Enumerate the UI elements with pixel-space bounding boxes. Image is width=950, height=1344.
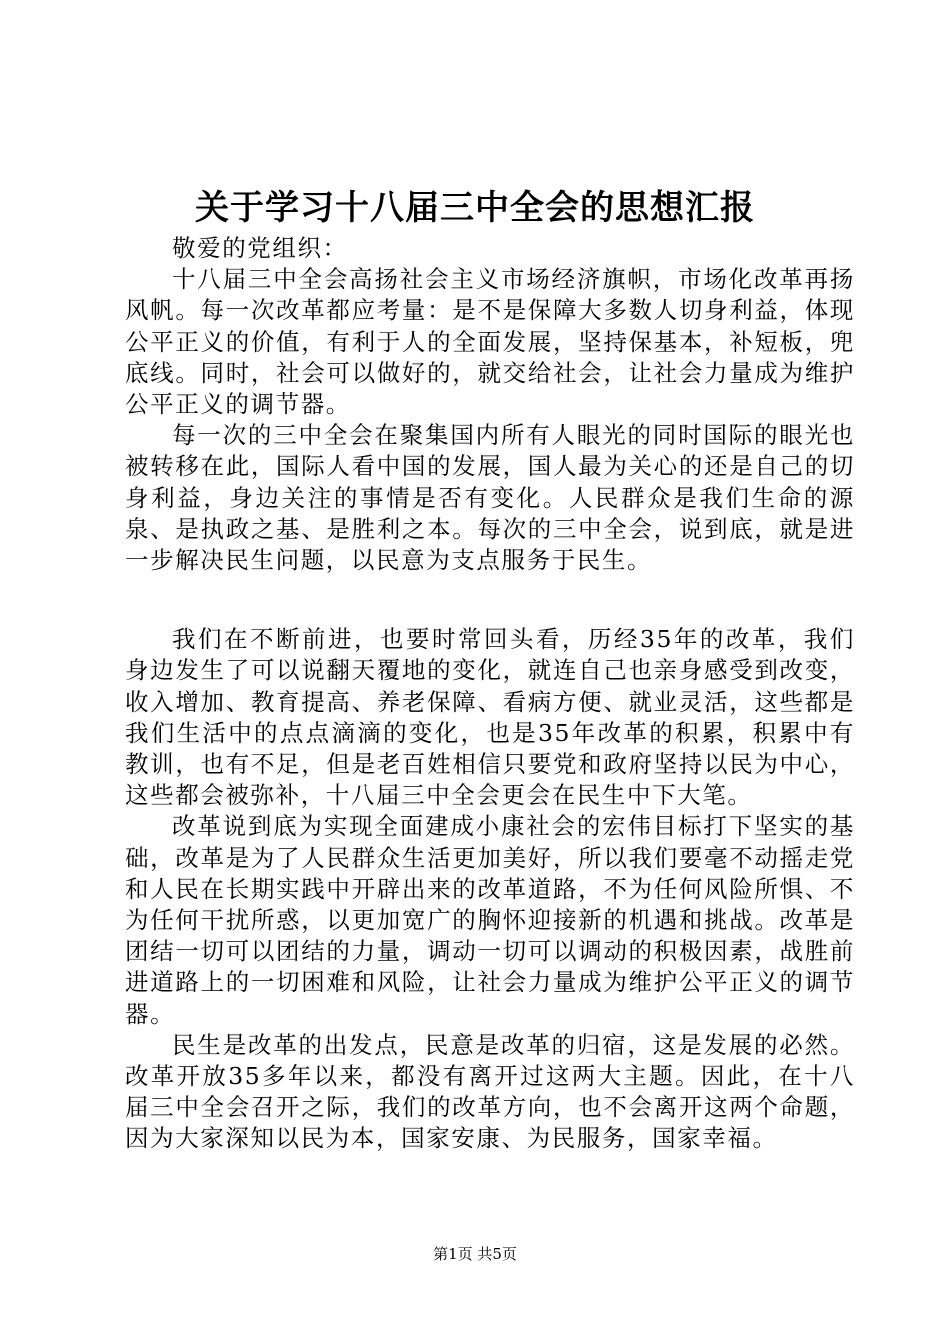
paragraph-3: 我们在不断前进，也要时常回头看，历经35年的改革，我们身边发生了可以说翻天覆地的变化，就连自己也亲身感受到改变，收入增加、教育提高、养老保障、看病方便、就业灵活，这些都是我们生活中的点点滴滴的变化，也是35年改革的积累，积累中有教训，也有不足，但是老百姓相信只要党和政府坚持以民为中心，这些都会被弥补，十八届三中全会更会在民生中下大笔。 <box>125 625 855 810</box>
document-body <box>125 233 855 1155</box>
paragraph-2: 每一次的三中全会在聚集国内所有人眼光的同时国际的眼光也被转移在此，国际人看中国的发展，国人最为关心的还是自己的切身利益，身边关注的事情是否有变化。人民群众是我们生命的源泉、是执政之基、是胜利之本。每次的三中全会，说到底，就是进一步解决民生问题，以民意为支点服务于民生。 <box>125 421 855 575</box>
page-footer: 第1页 共5页 <box>433 1245 517 1263</box>
document-title: 关于学习十八届三中全会的思想汇报 <box>195 188 755 228</box>
paragraph-5: 民生是改革的出发点，民意是改革的归宿，这是发展的必然。改革开放35多年以来，都没有离开过这两大主题。因此，在十八届三中全会召开之际，我们的改革方向，也不会离开这两个命题，因为大家深知以民为本，国家安康、为民服务，国家幸福。 <box>125 1030 855 1153</box>
paragraph-4: 改革说到底为实现全面建成小康社会的宏伟目标打下坚实的基础，改革是为了人民群众生活更加美好，所以我们要毫不动摇走党和人民在长期实践中开辟出来的改革道路，不为任何风险所惧、不为任何干扰所惑，以更加宽广的胸怀迎接新的机遇和挑战。改革是团结一切可以团结的力量，调动一切可以调动的积极因素，战胜前进道路上的一切困难和风险，让社会力量成为维护公平正义的调节器。 <box>125 812 855 1028</box>
salutation: 敬爱的党组织： <box>172 234 348 262</box>
paragraph-1: 十八届三中全会高扬社会主义市场经济旗帜，市场化改革再扬风帆。每一次改革都应考量：是不是保障大多数人切身利益，体现公平正义的价值，有利于人的全面发展，坚持保基本，补短板，兜底线。同时，社会可以做好的，就交给社会，让社会力量成为维护公平正义的调节器。 <box>125 265 855 419</box>
paragraph-spacer <box>125 576 855 624</box>
